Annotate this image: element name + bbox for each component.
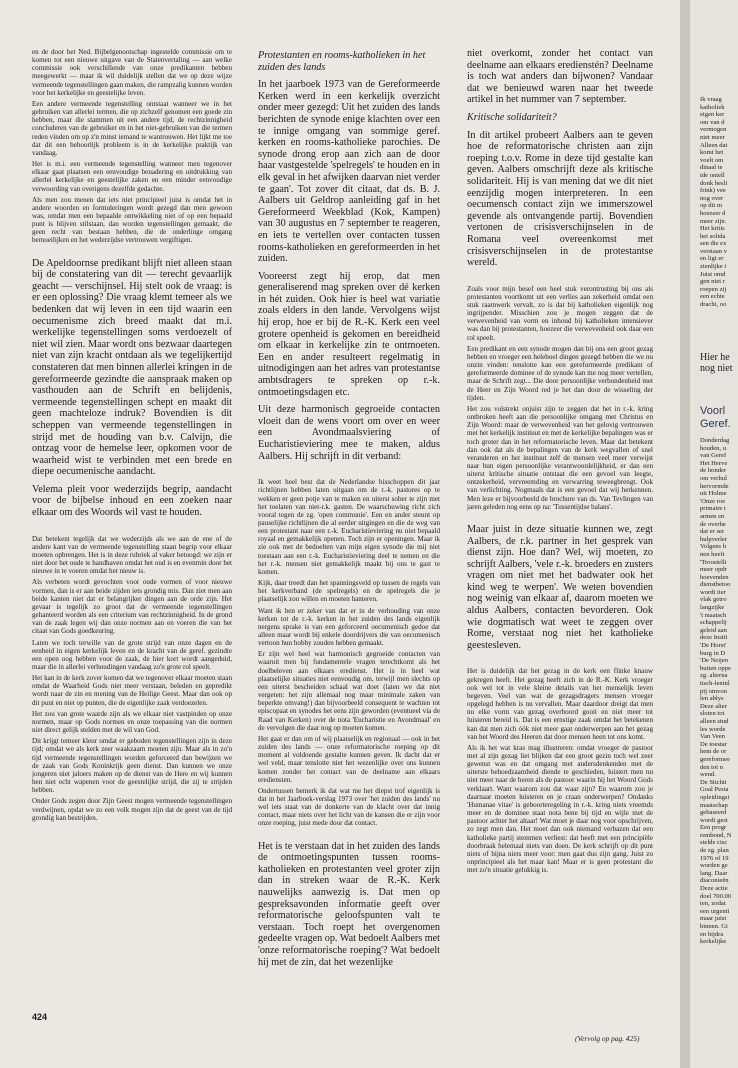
paragraph: In het jaarboek 1973 van de Gereformeerde Kerken werd in een kerkelijk overzicht onder meer gezegd: Uit het zuiden des lands berichten de synode enige klachten over een te innige omgang van sommige geref. kerken en rooms-katholieke parochies. De synode drong erop aan zich aan de door haar vastgestelde 'spelregels' te houden en in elk geval in het afwijken daarvan niet verder te gaan'. Tot zover dit citaat, dat ds. B. J. Aalbers uit Geldrop aanleiding gaf in het Gereformeerd Weekblad (Kok, Kampen) van 30 augustus en 7 september te reageren, en iets te vertellen over contacten tussen rooms-katholieken en gereformeerden in het zuiden.: [258, 79, 440, 265]
side-line: gen niet r: [700, 278, 725, 286]
side-line: en ligt er: [700, 255, 724, 263]
side-line: den tot n: [700, 763, 724, 771]
side-line: ide ontell: [700, 171, 725, 179]
continued-note: (Vervolg op pag. 425): [575, 1034, 640, 1043]
side-line: uit Holme: [700, 490, 727, 498]
paragraph: Het is m.i. een vermeende tegenstelling wanneer men tegenover elkaar gaat plaatsen een eenvoudige benadering en uitdrukking van allerlei kerkelijke en geestelijke zaken en een minder eenvoudige verwoording van overigens dezelfde gedachte.: [32, 160, 232, 193]
paragraph: Laten we toch terwille van de grote strijd van onze dagen en de eenheid in eigen kerkelijk leven en de kracht van de geref. gezindte een open oog hebben voor de zaak, de hier kort wordt aangeduid, maar die in allerlei verhoudingen vandaag zo'n grote rol speelt.: [32, 638, 232, 671]
side-line: doel 700.00: [700, 892, 732, 900]
side-line: zg. alterna: [700, 672, 728, 680]
side-line: gereformee: [700, 755, 731, 763]
paragraph: en de door het Ned. Bijbelgenootschap ingestelde commissie om te komen tot een nieuwe uitgave van de Statenvertaling — aan welke commissie ook verschillende van onze predikanten hebben meegewerkt — maar ik wil duidelijk stellen dat we op deze wijze vermeende tegenstellingen gaan maken, die rampzalig kunnen worden voor het kerkelijke en geestelijke leven.: [32, 48, 232, 97]
side-line: meer opdr: [700, 566, 727, 574]
side-line: dinaal te: [700, 164, 723, 172]
quote-paragraph: Er zijn wel heel wat harmonisch gegroeide contacten van waaruit men bij fundamentele vragen terechtkomt als het doelbeleven aan elkaars eredienst. Het is in heel wat plaatselijke situaties niet eenvoudig om, terwijl men slechts op een uiterst bescheiden schaal wat doet (laten we dat niet vergeten: het zijn allemaal nog maar minimale zaken van beperkte omvang!) dan bijvoorbeeld consequent te wachten tot episcopaat en synodes het eens zijn geworden (eventueel via de Raad van Kerken) over de nota 'Eucharistie en Avondmaal' en de vervolgen die daar nog op moeten komen.: [258, 650, 440, 732]
side-line: sloten tot: [700, 710, 725, 718]
quote-paragraph: Ondertussen bemerk ik dat wat me het diepst trof eigenlijk is dat in het Jaarboek-verslag 1973 over 'het zuiden des lands' nu wel iets staat van de donkerte van de klacht over dat innig contact, maar niets over het licht van de kansen die er zijn voor onze roeping, juist mede door dat contact.: [258, 786, 440, 828]
side-line: dienstbetoo: [700, 581, 731, 589]
side-line: wordt iier: [700, 588, 726, 596]
side-line: rembond, N: [700, 831, 732, 839]
paragraph: Als verbeten wordt gevochten voor oude vormen of voor nieuwe vormen, dan is er aan beide zijden iets grondig mis. Dan ziet men aan beide kanten niet dat er belangrijker dingen aan de orde zijn. Het gevaar is tegelijk zo groot dat de vermeende tegenstellingen gehanteerd worden als een criterium van rechtzinnigheid. In de grond van de zaak legen wij dan onze normen aan en voeren die van het citaat van Gods goedkeuring.: [32, 578, 232, 636]
paragraph: niet overkomt, zonder het contact van deelname aan elkaars eredienstén? Deelname is toch wat anders dan bijwonen? Vandaar dat we benieuwd waren naar het tweede artikel in het nummer van 7 september.: [467, 48, 653, 106]
side-line: 'De Neijen: [700, 657, 729, 665]
side-line: stelde cisc: [700, 839, 728, 847]
page-gutter: [680, 0, 690, 1068]
quote-paragraph: Een predikant en een synode mogen dan bij ons een groot gezag hebben en vroeger een heleboel dingen gezegd hebben die we nu onzin vinden: tenslotte kan een gereformeerde predikant of gereformeerde dominee of de synode kan me nog meer vertellen, maar de Schrift zegt... Die door persoonlijke verbondenheid met de Heer en Zijn Woord red je het dan door de wisseling der tijden.: [467, 344, 653, 402]
intro-section: [32, 48, 232, 245]
side-line: binnen. Gi: [700, 923, 728, 930]
side-line: primaire t: [700, 505, 726, 513]
side-line: schappelij: [700, 619, 727, 627]
paragraph: Het zou van grote waarde zijn als we elkaar niet vastpinden op onze normen, maar op Gods normen en onze toepassing van die normen niet direct gelijk stelden met de wil van God.: [32, 709, 232, 735]
paragraph: Als men zou menen dat iets niet principieel juist is omdat het in andere woorden en formuleringen wordt gezegd dan men gewoon was, omdat men een bepaalde ontwikkeling niet of op een bepaald punt is blijven stilstaan, dan worden tegenstellingen gemaakt, die geen recht van bestaan hebben, die de onderlinge omgang bemoeilijken en het wederzijdse vertrouwen vergiftigen.: [32, 195, 232, 245]
side-line: de honder: [700, 467, 727, 475]
side-line: een echte: [700, 293, 725, 301]
side-line: vlak getro: [700, 596, 727, 604]
quote-paragraph: Het is duidelijk dat het gezag in de kerk een flinke knauw gekregen heeft. Het gezag heeft zich in de R.-K. Kerk vroeger ook wel tot in vele kleine details van het menselijk leven begeven. Veel van wat de gezagsdragers mensen vroeger opgelegd hebben is nu vervallen. Maar daardoor dreigt dat men nu elke vorm van gezag overboord gooit en niet meer tot luisteren bereid is. Dat is een ernstige zaak omdat het betekenen kan dat men zich óók niet meer gaat onderwerpen aan het gezag van het Woord des Heeren dat door mensen heen tot ons komt.: [467, 667, 653, 741]
side-line: wend.: [700, 771, 716, 779]
side-line: wordt gest: [700, 816, 728, 824]
side-line: 't maatsch: [700, 611, 727, 619]
side-line: van Geref: [700, 452, 727, 460]
column-3: [467, 48, 653, 877]
side-line: ten, zodat: [700, 900, 726, 908]
side-line: geleid aan: [700, 626, 727, 634]
side-line: drachi, oo: [700, 301, 727, 309]
side-line: lang. Daar: [700, 869, 728, 877]
quote-paragraph: Het gaat er dan om of wij plaatselijk en regionaal — ook in het zuiden des lands — onze reformatorische roeping op dit moment al voldoende gestalte kunnen geven. Ik dacht dat er wel veld, maar tenslotte niet het wezenlijke over ons kunnen komen zonder het contact van de deelname aan elkaars erediensten.: [258, 734, 440, 784]
side-line: gebaseerd: [700, 809, 727, 817]
side-line: sen die ex: [700, 240, 727, 248]
side-line: diaconieën: [700, 877, 729, 885]
column-2: [258, 48, 440, 974]
side-line: burg in D: [700, 649, 726, 657]
side-line: nog niet: [700, 363, 733, 374]
side-line: les worde: [700, 725, 726, 733]
side-line: 'De Horst': [700, 642, 727, 650]
side-line: hulpverler: [700, 535, 728, 543]
paragraph: Dit krijgt temeer kleur omdat er geboden tegenstellingen zijn in deze tijd; omdat we als kerk zeer waakzaam moeten zijn. Maar als in zo'n tijd vermeende tegenstellingen worden geforceerd dan bewijzen we de zaak van Gods Koninkrijk geen dienst. Dan kunnen we onze jongeren niet jaloers maken op de dienst van de Here en wij kunnen hen niet echt wapenen voor de geestelijke strijd, die zij te strijden hebben.: [32, 737, 232, 795]
quote-paragraph: Zoals voor mijn besef een heel stuk verontrusting bij ons als protestanten voortkomt uit een verlies aan zekerheid omdat een stuk raamwerk vervalt, zo is dat bij katholieken eigenlijk nog ingrijpender. Misschien zou je mogen zeggen dat de verwevenheid van vorm en inhoud bij katholieken intensiever was dan bij protestanten, hoezeer die verwevenheid ook daar een rol speelt.: [467, 284, 653, 342]
paragraph: Het kan in de kerk zover komen dat we tegenover elkaar moeten staan omdat de Waarheid Gods niet meer verstaan, beleden en gepredikt wordt naar de zin en mening van de Heilige Geest. Maar dan ook op dit punt en niet op punten, die de eigenlijke zaak verdoezelen.: [32, 674, 232, 707]
side-line: Goal Pesta: [700, 786, 729, 794]
side-line: donk besli: [700, 179, 728, 187]
side-line: Hier he: [700, 352, 730, 363]
side-line: vermogen: [700, 126, 727, 134]
side-line: verstaan v: [700, 247, 727, 255]
quote-paragraph: Als ik het wat kras mag illustreren: omdat vroeger de pastoor met al zijn gezag liet blijken dat een groot gezin toch wel zeer gewenst was en dat omgang met andersdenkenden met de uiterste behoedzaamheid diende te geschieden, luistert men nu niet meer naar de heren als de pastoor waarin hij het Woord Gods verklaart. Want waarom zou dat waar zijn? En waarom zou je daarnaar moeten luisteren en je craan onderwerpen? Ondanks 'Humanae vitae' is geboorteregeling in r.-k. kring niets vreemds meer en de dominee staat nota bene bij tijd en wijle met de pastoor achter het altaar! Wat moet je daar nog voor opschrijven, zo zegt men dan. Het moet dan ook niemand verbazen dat een katholieke partij stemmen verliest: dat heeft met een principiële doorbraak helemaal niets van doen. De kerk schrijft op dit punt niets of bijna niets meer voor: men gaat dus zijn gang. Juist zo onprincipieel als het maar kan! Maar er is geen protestant die met zo'n situatie gelukkig is.: [467, 743, 653, 875]
quote-paragraph: Ik weet heel best dat de Nederlandse bisschoppen dit jaar richtlijnen hebben laten uitgaan om de r.-k. pastores op te wekken er geen potje van te maken en uiterst sober te zijn met het toelaten van niet-r.k. gasten. De waarschuwing richt zich vooral tegen de zg. 'open communie'. Een en ander steunt op pauselijke richtlijnen die al eerder uitgingen en die de weg van een protestant naar een r.-k. Eucharistieviering nu niet bepaald royaal en gemakkelijk openen. Toch zijn er openingen. Maar ik zie ook met de bedoelten van mijn eigen synode die mij niet toestaan aan een r.-k. Eucharistieviering deel te nemen en die het r.-k. mensen niet gemakkelijk maakt bij ons te gast te komen.: [258, 478, 440, 576]
paragraph: Vooreerst zegt hij erop, dat men generaliserend mag spreken over dé kerken in hét zuiden. Ook hier is heel wat variatie zoals elders in den lande. Vervolgens wijst hij erop, hoe er bij de R.-K. Kerk een veel grotere openheid is gekomen en bereidheid om elkaar in kerkelijke zin te ontmoeten. Een en ander resulteert regelmatig in uitnodigingen aan het adres van protestantse ambtsdragers te spreken op r.-k. ontmoetingsdagen etc.: [258, 270, 440, 398]
paragraph: Een andere vermeende tegenstelling ontstaat wanneer we in het gebruiken van allerlei termen, die op zichzelf genomen een goede zin hebben, maar die stammen uit een andere tijd, de rechtzinnigheid concluderen van de gebruiker en in het niet-gebruiken van die termen reden vinden om op z'n minst iemand te wantrouwen. Het lijkt me toe dat dit een behoorlijk probleem is in de kerkelijke praktijk van vandaag.: [32, 99, 232, 157]
side-line: frink) vee: [700, 187, 726, 195]
side-mid-text: [700, 352, 738, 374]
side-line: De Stichti: [700, 778, 727, 786]
side-line: maar juist: [700, 915, 727, 923]
side-line: roepen zij: [700, 285, 727, 293]
quote-paragraph: Want ik ben er zeker van dat er in de verhouding van onze kerken tot de r.-k. kerken in het zuiden des lands eigenlijk nergens sprake is van een geforceerd oecumenisch gedoe dat alleen maar wordt bij enkele doordrijvers die van oecumenisch vertoon hun hobby zouden hebben gemaakt.: [258, 606, 440, 648]
side-bottom-text: [700, 437, 738, 946]
paragraph: In dit artikel probeert Aalbers aan te geven hoe de reformatorische christen aan zijn roeping t.o.v. Rome in deze tijd gestalte kan geven. Aalbers omschrijft deze als kritische solidariteit. Hij is van mening dat we dit niet eenzijdig mogen interpreteren. In een oecumensch contact zijn we immerszowel gevende als ontvangende partij. Bovendien vertonen de crisisverschijnselen in de Romana veel overeenkomst met crisisverschijnselen in de protestantse wereld.: [467, 129, 653, 269]
side-line: de zg. plan: [700, 847, 729, 855]
side-line: katholiek: [700, 103, 725, 111]
paragraph: Dat betekent tegelijk dat we wederzijds als we aan de ene of de andere kant van de vermeende tegenstelling staan begrip voor elkaar moeten opbrengen. Het is in deze rubriek al vaker betoogd: we zijn er niet door het oude te handhaven omdat het oud is en evenmin door het nieuwe in te voeren omdat het nieuw is.: [32, 534, 232, 576]
section-subheading: Protestanten en rooms-katholieken in het zuiden des lands: [258, 50, 426, 73]
side-line: nog over: [700, 194, 724, 202]
paragraph: Maar juist in deze situatie kunnen we, zegt Aalbers, de r.k. partner in het gesprek van dienst zijn. Hoe dan? Wel, wij moeten, zo schrijft Aalbers, 'vele r.-k. broeders en zusters vragen om niet met het badwater ook het kind weg te werpen'. We weten bovendien nog weinig van elkaar af, daarom moeten we aldus Aalbers, contacten bevorderen. Ook wie dogmatisch wat weet te zeggen over Rome, verstaat nog niet het katholieke geestesleven.: [467, 523, 653, 651]
section-subheading: Kritische solidariteit?: [467, 111, 557, 123]
side-line: hervormde: [700, 482, 729, 490]
side-line: buiten oppe: [700, 664, 731, 672]
paragraph: Velema pleit voor wederzijds begrip, aandacht voor de bijbelse inhoud en een zoeken naar elkaar om des Woords wil vast te houden.: [32, 483, 232, 519]
side-line: pij omvon: [700, 687, 727, 695]
side-line: kerkelijke: [700, 938, 727, 946]
side-top-text: [700, 96, 738, 309]
side-line: 'Troostelli: [700, 558, 727, 566]
side-line: op dit m: [700, 202, 722, 210]
side-line: Alleen dat: [700, 141, 728, 149]
side-line: 1976 of 19: [700, 854, 729, 862]
side-line: maatschap: [700, 801, 728, 809]
paragraph: Uit deze harmonisch gegroeide contacten vloeit dan de wens voort om over en weer een Avondmaalsviering of Eucharistieviering mee te maken, aldus Aalbers. Hij schrijft in dit verband:: [258, 404, 440, 462]
side-line: dat er ser: [700, 528, 725, 536]
side-line: voelt om: [700, 156, 724, 164]
side-line: en bijdra: [700, 930, 724, 938]
side-line: Ik vraag: [700, 96, 722, 103]
side-line: hoezeer d: [700, 209, 726, 217]
side-line: 'Onze roe: [700, 497, 726, 505]
side-line: Voorl: [700, 405, 726, 417]
side-line: deze Instit: [700, 634, 728, 642]
paragraph: Onder Gods zegen door Zijn Geest mogen vermeende tegenstellingen verdwijnen, opdat we zo een volk mogen zijn dat de geest van de tijd grondig kan bestrijden.: [32, 797, 232, 822]
column-1: [32, 48, 232, 825]
side-line: Geref.: [700, 418, 731, 430]
side-line: komt het: [700, 149, 724, 157]
side-line: om verhul: [700, 474, 727, 482]
side-line: eigen ker: [700, 111, 725, 119]
side-line: len ablys: [700, 695, 724, 703]
side-line: een urgenti: [700, 907, 730, 915]
side-heading: [700, 405, 738, 431]
side-line: meer zijn.: [700, 217, 727, 225]
side-line: Deze actie: [700, 885, 728, 893]
side-line: opleidingsi: [700, 793, 730, 801]
side-line: Een progr: [700, 824, 727, 832]
side-line: om van d: [700, 118, 725, 126]
side-line: Donderdag: [700, 437, 730, 444]
paragraph: Het is te verstaan dat in het zuiden des lands de ontmoetingspunten tussen rooms-katholieken en protestanten veel groter zijn dan in streken waar de R.-K. Kerk nauwelijks aanwezig is. Dat men op gespreksavonden informatie geeft over reformatorische geloofspunten valt te verstaan. Toch roept het overgenomen gedeelte vragen op. Wat bedoelt Aalbers met 'onze reformatorische roeping'? Wat bedoelt hij met de zin, dat het wezenlijke: [258, 840, 440, 968]
side-line: worden ge: [700, 862, 728, 870]
side-line: alleen stud: [700, 717, 729, 725]
side-line: de overhe: [700, 520, 726, 528]
side-line: Deze alter: [700, 702, 727, 710]
quote-paragraph: Kijk, daar treedt dan het spanningsveld op tussen de regels van het kerkverband (de spelregels) en de spelregels die je plaatselijk zou willen en moeten hanteren.: [258, 579, 440, 604]
side-line: zienlijke t: [700, 263, 727, 271]
side-line: houden, u: [700, 444, 727, 452]
side-line: tisch-leninl: [700, 680, 730, 687]
side-line: armen en: [700, 512, 725, 520]
side-line: Het kritis: [700, 225, 725, 233]
paragraph: De Apeldoornse predikant blijft niet alleen staan bij de constatering van dit — terecht gevaarlijk geacht — verschijnsel. Hij stelt ook de vraag: is er een oplossing? Die vraag klemt temeer als we bedenken dat wij leven in een tijd waarin een oecumenisme zich breed maakt dat m.i. werkelijke tegenstellingen soms verdoezelt of niet wil zien. Maar wordt ons bezwaar daartegen niet van zijn kracht ontdaan als we tegelijkertijd constateren dat men binnen allerlei kringen in de gereformeerde gezindte die aanspraak maken op vasthouden aan de Schrift en belijdenis, vermeende tegenstellingen schept en maakt dit geen machteloze indruk? Bovendien is dit scheppen van vermeende tegenstellingen in strijd met de houding van b.v. Calvijn, die ontzag voor de hemelse leer, opkomen voor de waarheid wist te verbinden met een brede en diepe oecumenische aandacht.: [32, 257, 232, 478]
side-line: Van Veen: [700, 733, 725, 741]
side-line: het solida: [700, 232, 726, 240]
page-number: 424: [32, 1012, 48, 1022]
side-line: Volgens h: [700, 543, 727, 551]
adjacent-page-fragment: [690, 0, 738, 1068]
side-line: Het Herve: [700, 459, 728, 467]
side-line: langzijke: [700, 604, 725, 612]
side-line: hoevenden: [700, 573, 729, 581]
side-line: De toestar: [700, 740, 727, 748]
side-line: nen heeft: [700, 550, 725, 558]
quote-paragraph: Het zou volstrekt onjuist zijn te zeggen dat het in r.-k. kring ontbroken heeft aan die persoonlijke omgang met Christus en Zijn Woord: maar de verwevenheid van het gelovig vertrouwen met het kerkelijk instituut en met de kerkelijke bepalingen was er toch groter dan in het reformatorische leven. Maar dat betekent dan ook dat als de bepalingen van de kerk wegvallen of snel veranderen en het instituut zelf de mensen veel meer verwijst naar hun eigen persoonlijke verantwoordelijkheid, er dan een uiterst kritische situatie ontstaat die een gevoel van leegte, ontzekerheid, vervreemding en verwarring teweegbrengt. Ook van verlichting. Nogmaals dat is een gevoel dat wij herkennen. Men leze er bijvoorbeeld de brochure van ds. Van Tevlingen van jaren geleden nog eens op na: 'Tussentijdse balans'.: [467, 404, 653, 511]
side-line: niet meer: [700, 133, 725, 141]
side-line: hem de or: [700, 748, 727, 756]
side-line: Juist omd: [700, 270, 726, 278]
